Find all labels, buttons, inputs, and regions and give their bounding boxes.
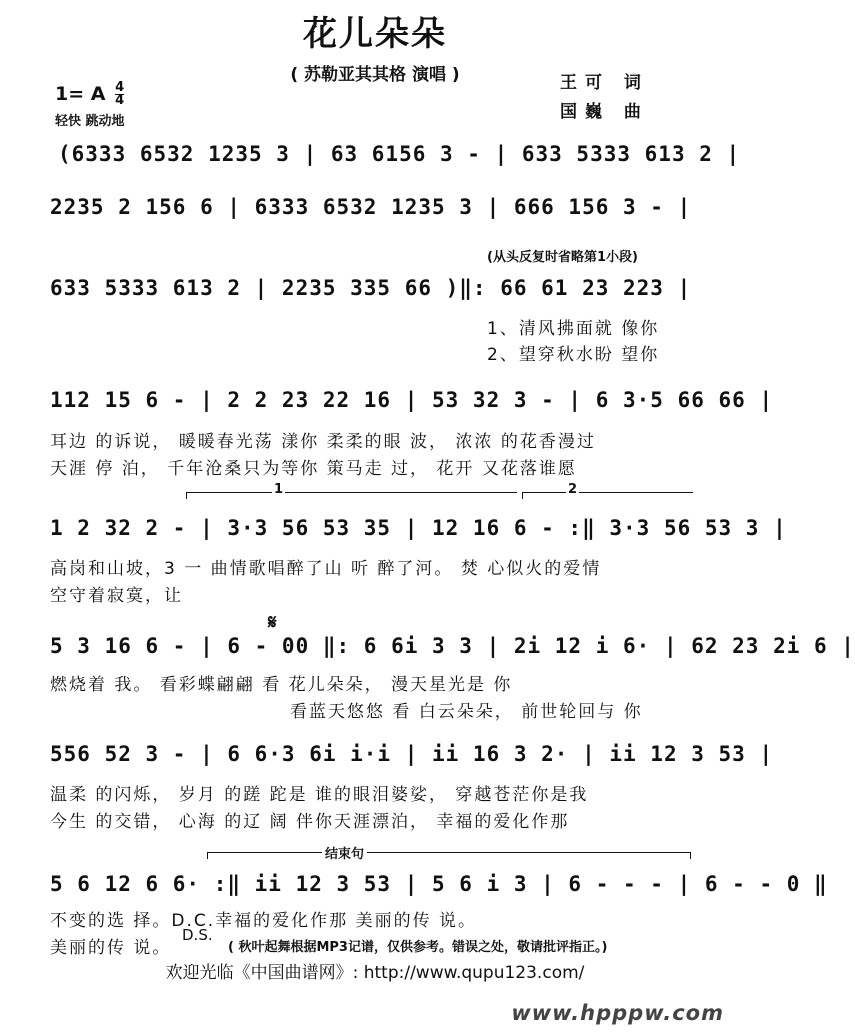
song-title: 花儿朵朵 — [303, 14, 447, 54]
volta-bracket-2 — [522, 492, 693, 499]
ds-marking: D.S. — [182, 926, 213, 944]
lyric-line-6b: 看蓝天悠悠 看 白云朵朵， 前世轮回与 你 — [290, 702, 643, 722]
key-signature — [55, 82, 124, 107]
footer-text: 欢迎光临《中国曲谱网》: http://www.qupu123.com/ — [165, 963, 585, 983]
segno-sign: 𝄋 — [268, 610, 277, 634]
volta-number-1: 1 — [274, 482, 284, 497]
lyricist-credit: 王可 词 — [560, 73, 649, 93]
lyric-line-7a: 温柔 的闪烁， 岁月 的蹉 跎是 谁的眼泪婆娑， 穿越苍茫你是我 — [50, 785, 589, 805]
lyric-line-3b: 2、望穿秋水盼 望你 — [487, 345, 660, 365]
time-top: 4 — [115, 80, 125, 95]
ending-label: 结束句 — [322, 843, 367, 862]
score-line-2: 2235 2 156 6 | 6333 6532 1235 3 | 666 156 3 - | — [50, 195, 692, 219]
volta-number-2: 2 — [568, 482, 578, 497]
lyric-line-7b: 今生 的交错， 心海 的辽 阔 伴你天涯漂泊， 幸福的爱化作那 — [50, 812, 570, 832]
score-line-8: 5 6 12 6 6· :‖ ii 12 3 53 | 5 6 i 3 | 6 - - - | 6 - - 0 ‖ — [50, 872, 828, 896]
score-line-3: 633 5333 613 2 | 2235 335 66 )‖: 66 61 23 223 | — [50, 276, 692, 300]
time-bottom: 4 — [115, 93, 125, 108]
score-line-6: 5 3 16 6 - | 6 - 00 ‖: 6 6i 3 3 | 2i 12 i 6· | 62 23 2i 6 | — [50, 634, 855, 658]
watermark: www.hpppw.com — [511, 1001, 724, 1025]
volta-bracket-1 — [186, 492, 517, 499]
score-line-4: 112 15 6 - | 2 2 23 22 16 | 53 32 3 - | 6 3·5 66 66 | — [50, 388, 774, 412]
lyric-line-5b: 空守着寂寞，让 — [50, 586, 183, 606]
lyric-line-5a: 高岗和山坡，3 一 曲情歌唱醉了山 听 醉了河。 焚 心似火的爱情 — [50, 559, 602, 579]
lyric-line-4b: 天涯 停 泊， 千年沧桑只为等你 策马走 过， 花开 又花落谁愿 — [50, 459, 577, 479]
repeat-note: (从头反复时省略第1小段) — [487, 250, 638, 265]
performer-line: ( 苏勒亚其其格 演唱 ) — [290, 65, 460, 85]
key-label: 1= A — [55, 83, 106, 105]
score-line-1: (6333 6532 1235 3 | 63 6156 3 - | 633 5333 613 2 | — [58, 142, 741, 166]
tempo-marking: 轻快 跳动地 — [55, 114, 125, 129]
lyric-line-4a: 耳边 的诉说， 暖暖春光荡 漾你 柔柔的眼 波， 浓浓 的花香漫过 — [50, 432, 596, 452]
score-line-7: 556 52 3 - | 6 6·3 6i i·i | ii 16 3 2· | ii 12 3 53 | — [50, 742, 774, 766]
lyric-line-8a: 不变的选 择。D.C.幸福的爱化作那 美丽的传 说。 — [50, 911, 477, 931]
time-signature — [115, 82, 124, 107]
score-line-5: 1 2 32 2 - | 3·3 56 53 35 | 12 16 6 - :‖ 3·3 56 53 3 | — [50, 516, 787, 540]
lyric-line-3a: 1、清风拂面就 像你 — [487, 319, 660, 339]
lyric-line-8b: 美丽的传 说。 — [50, 938, 172, 958]
composer-credit: 国巍 曲 — [560, 102, 649, 122]
lyric-line-6a: 燃烧着 我。 看彩蝶翩翩 看 花儿朵朵， 漫天星光是 你 — [50, 675, 513, 695]
ending-bracket — [207, 852, 691, 859]
transcription-note: ( 秋叶起舞根据MP3记谱，仅供参考。错误之处，敬请批评指正。) — [228, 940, 608, 955]
